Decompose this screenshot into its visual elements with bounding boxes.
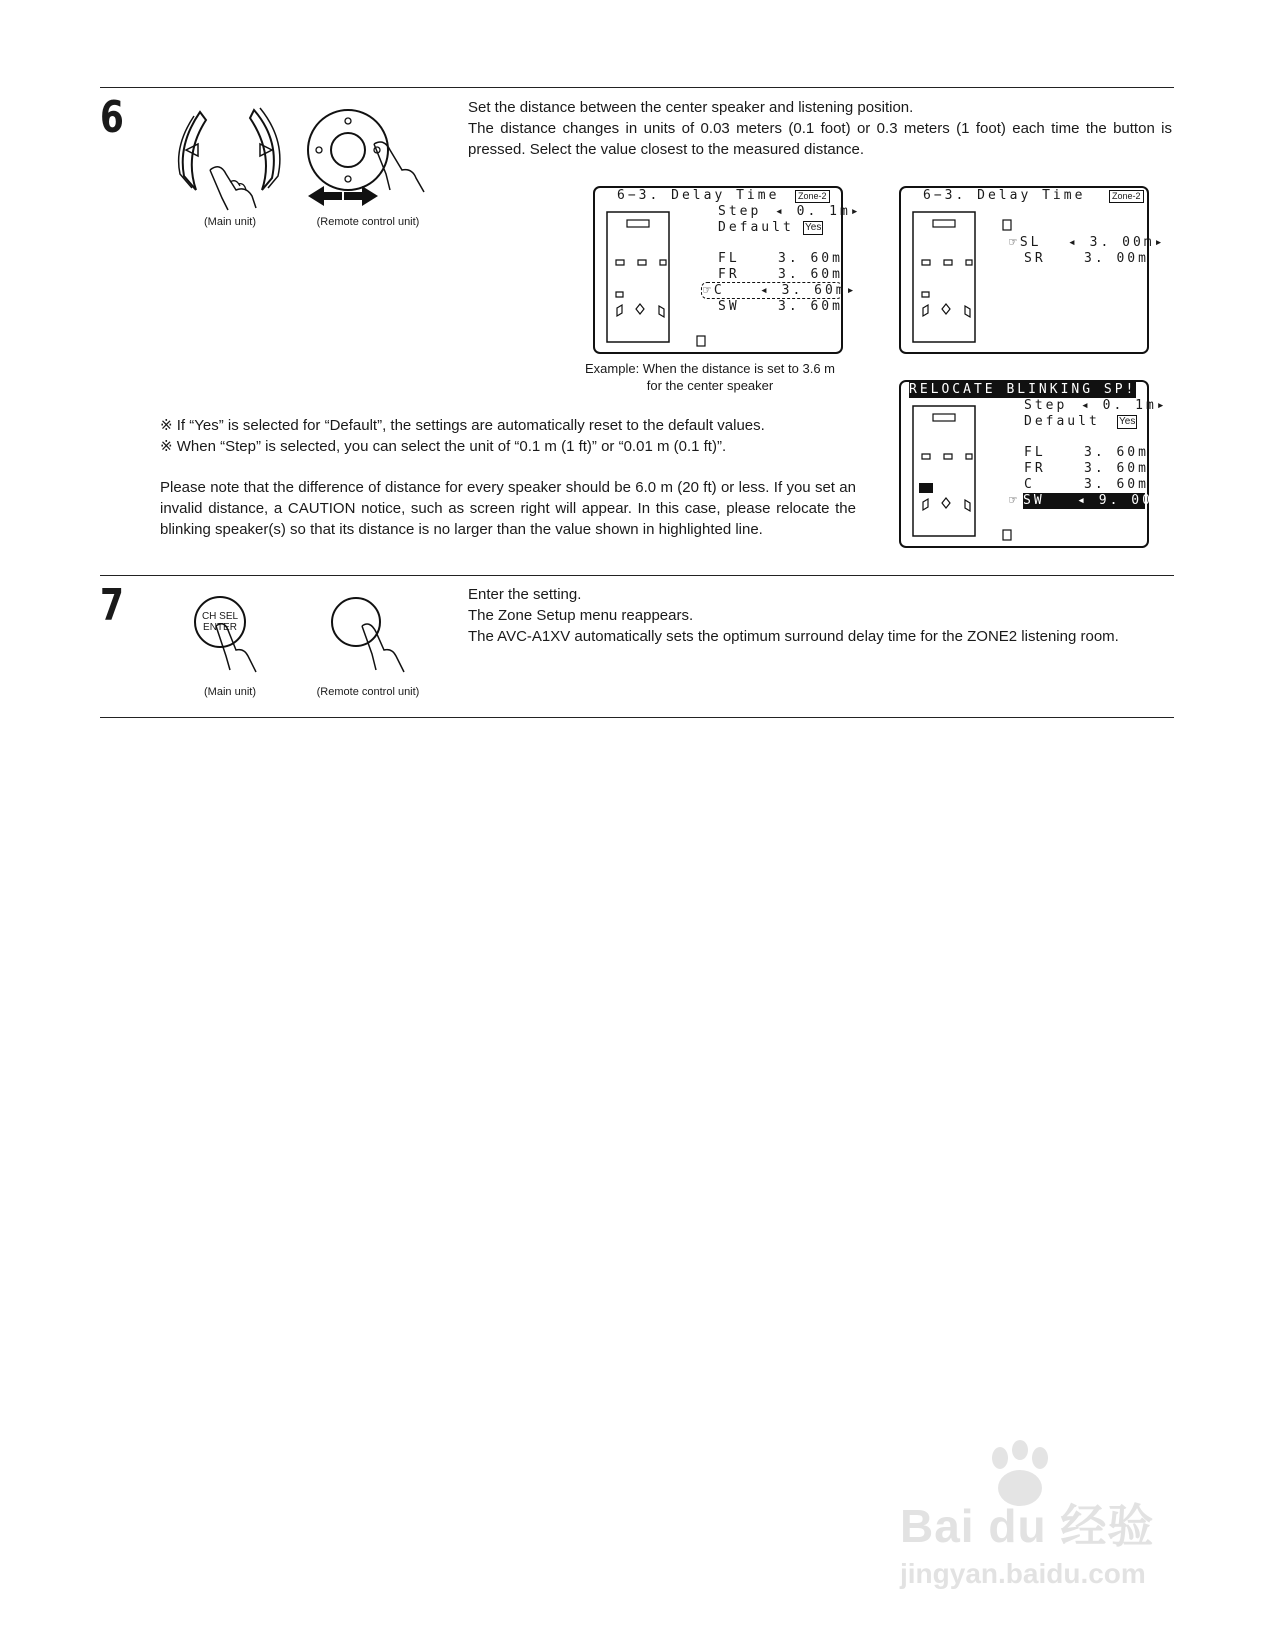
remote-enter-button-illustration: [326, 592, 416, 676]
screen3-row-fl-value: 3. 60m: [1084, 445, 1149, 460]
step-6-instructions: [468, 97, 1172, 160]
top-rule: [100, 87, 1174, 88]
osd-screen-relocate-caution: [899, 380, 1175, 548]
step-7-main-caption: (Main unit): [204, 686, 256, 698]
screen1-row-fl-value: 3. 60m: [778, 251, 843, 266]
screen3-pointer: ☞: [1009, 493, 1020, 508]
screen1-row-c-value: ◂ 3. 60m▸: [760, 283, 858, 298]
screen1-row-fl-name: FL: [718, 251, 740, 266]
screen2-row-sl-name: ☞SL: [1009, 235, 1042, 250]
main-unit-caption: (Main unit): [204, 216, 256, 228]
screen1-step-value: ◂ 0. 1m▸: [775, 204, 862, 219]
screen3-default-label: Default: [1024, 414, 1100, 429]
screen3-default-value: Yes: [1119, 416, 1136, 427]
screen3-row-c-name: C: [1024, 477, 1035, 492]
step-7-line-1: Enter the setting.: [468, 586, 582, 603]
remote-cursor-pad-illustration: [304, 104, 434, 210]
remote-unit-caption: (Remote control unit): [316, 216, 420, 228]
screen1-zone-badge: Zone-2: [795, 190, 830, 203]
step-6-line-2: The distance changes in units of 0.03 meters (0.1 foot) or 0.3 meters (1 foot) each time the button is pressed. Select the value closest to the measured distance.: [468, 120, 1172, 158]
screen1-title: 6−3. Delay Time: [617, 188, 780, 203]
room-speaker-diagram: [901, 382, 1021, 542]
screen3-row-fl-name: FL: [1024, 445, 1046, 460]
screen3-row-fr-value: 3. 60m: [1084, 461, 1149, 476]
screen2-title: 6−3. Delay Time: [923, 188, 1086, 203]
screen1-row-c-name: ☞C: [703, 283, 725, 298]
step-7-remote-caption: (Remote control unit): [316, 686, 420, 698]
step-6-number: 6: [100, 92, 124, 143]
watermark-url: jingyan.baidu.com: [900, 1558, 1146, 1589]
example-line-1: Example: When the distance is set to 3.6 m: [584, 361, 835, 376]
screen1-row-fr-name: FR: [718, 267, 740, 282]
screen1-row-sw-name: SW: [718, 299, 740, 314]
room-speaker-diagram: [595, 188, 715, 348]
watermark-logo-text: Bai du 经验: [900, 1500, 1155, 1552]
step-7-number: 7: [100, 580, 124, 631]
screen1-default-label: Default: [718, 220, 794, 235]
screen3-row-c-value: 3. 60m: [1084, 477, 1149, 492]
enter-button-label-2: ENTER: [203, 622, 237, 633]
screen1-row-sw-value: 3. 60m: [778, 299, 843, 314]
example-caption: [560, 360, 860, 394]
note-step: ※ When “Step” is selected, you can select the unit of “0.1 m (1 ft)” or “0.01 m (0.1 ft)”.: [160, 438, 727, 455]
note-default: ※ If “Yes” is selected for “Default”, the settings are automatically reset to the default values.: [160, 417, 765, 434]
osd-screen-delay-time-1: [593, 186, 862, 354]
screen1-step-label: Step: [718, 204, 762, 219]
main-unit-cursor-buttons-illustration: [172, 104, 292, 214]
screen3-step-label: Step: [1024, 398, 1068, 413]
bottom-rule: [100, 717, 1174, 718]
screen3-step-value: ◂ 0. 1m▸: [1081, 398, 1168, 413]
screen3-highlighted-row: SW ◂ 9. 00m▸: [1023, 493, 1175, 508]
middle-rule: [100, 575, 1174, 576]
step-6-notes: [160, 415, 765, 457]
caution-paragraph: Please note that the difference of distance for every speaker should be 6.0 m (20 ft) or less. If you set an invalid distance, a CAUTION notice, such as screen right will appear. In this case, please relocate the blinking speaker(s) so that its distance is no larger than the value shown in highlighted line.: [160, 479, 856, 538]
screen2-row-sl-value: ◂ 3. 00m▸: [1068, 235, 1166, 250]
step-7-instructions: [468, 584, 1172, 647]
screen3-title: RELOCATE BLINKING SP!: [909, 382, 1137, 397]
screen1-row-fr-value: 3. 60m: [778, 267, 843, 282]
baidu-watermark: [900, 1440, 1200, 1610]
step-7-line-3: The AVC-A1XV automatically sets the optimum surround delay time for the ZONE2 listening room.: [468, 628, 1119, 645]
screen2-row-sr-value: 3. 00m: [1084, 251, 1149, 266]
screen2-zone-badge: Zone-2: [1109, 190, 1144, 203]
main-unit-hand-illustration: [212, 620, 272, 680]
screen1-default-value: Yes: [805, 222, 822, 233]
room-speaker-diagram: [901, 188, 1021, 348]
step-7-line-2: The Zone Setup menu reappears.: [468, 607, 694, 624]
osd-screen-delay-time-2: [899, 186, 1166, 354]
step-6-line-1: Set the distance between the center speaker and listening position.: [468, 99, 914, 116]
example-line-2: for the center speaker: [646, 378, 774, 393]
screen2-row-sr-name: SR: [1024, 251, 1046, 266]
enter-button-label-1: CH SEL: [201, 611, 239, 622]
screen3-row-fr-name: FR: [1024, 461, 1046, 476]
